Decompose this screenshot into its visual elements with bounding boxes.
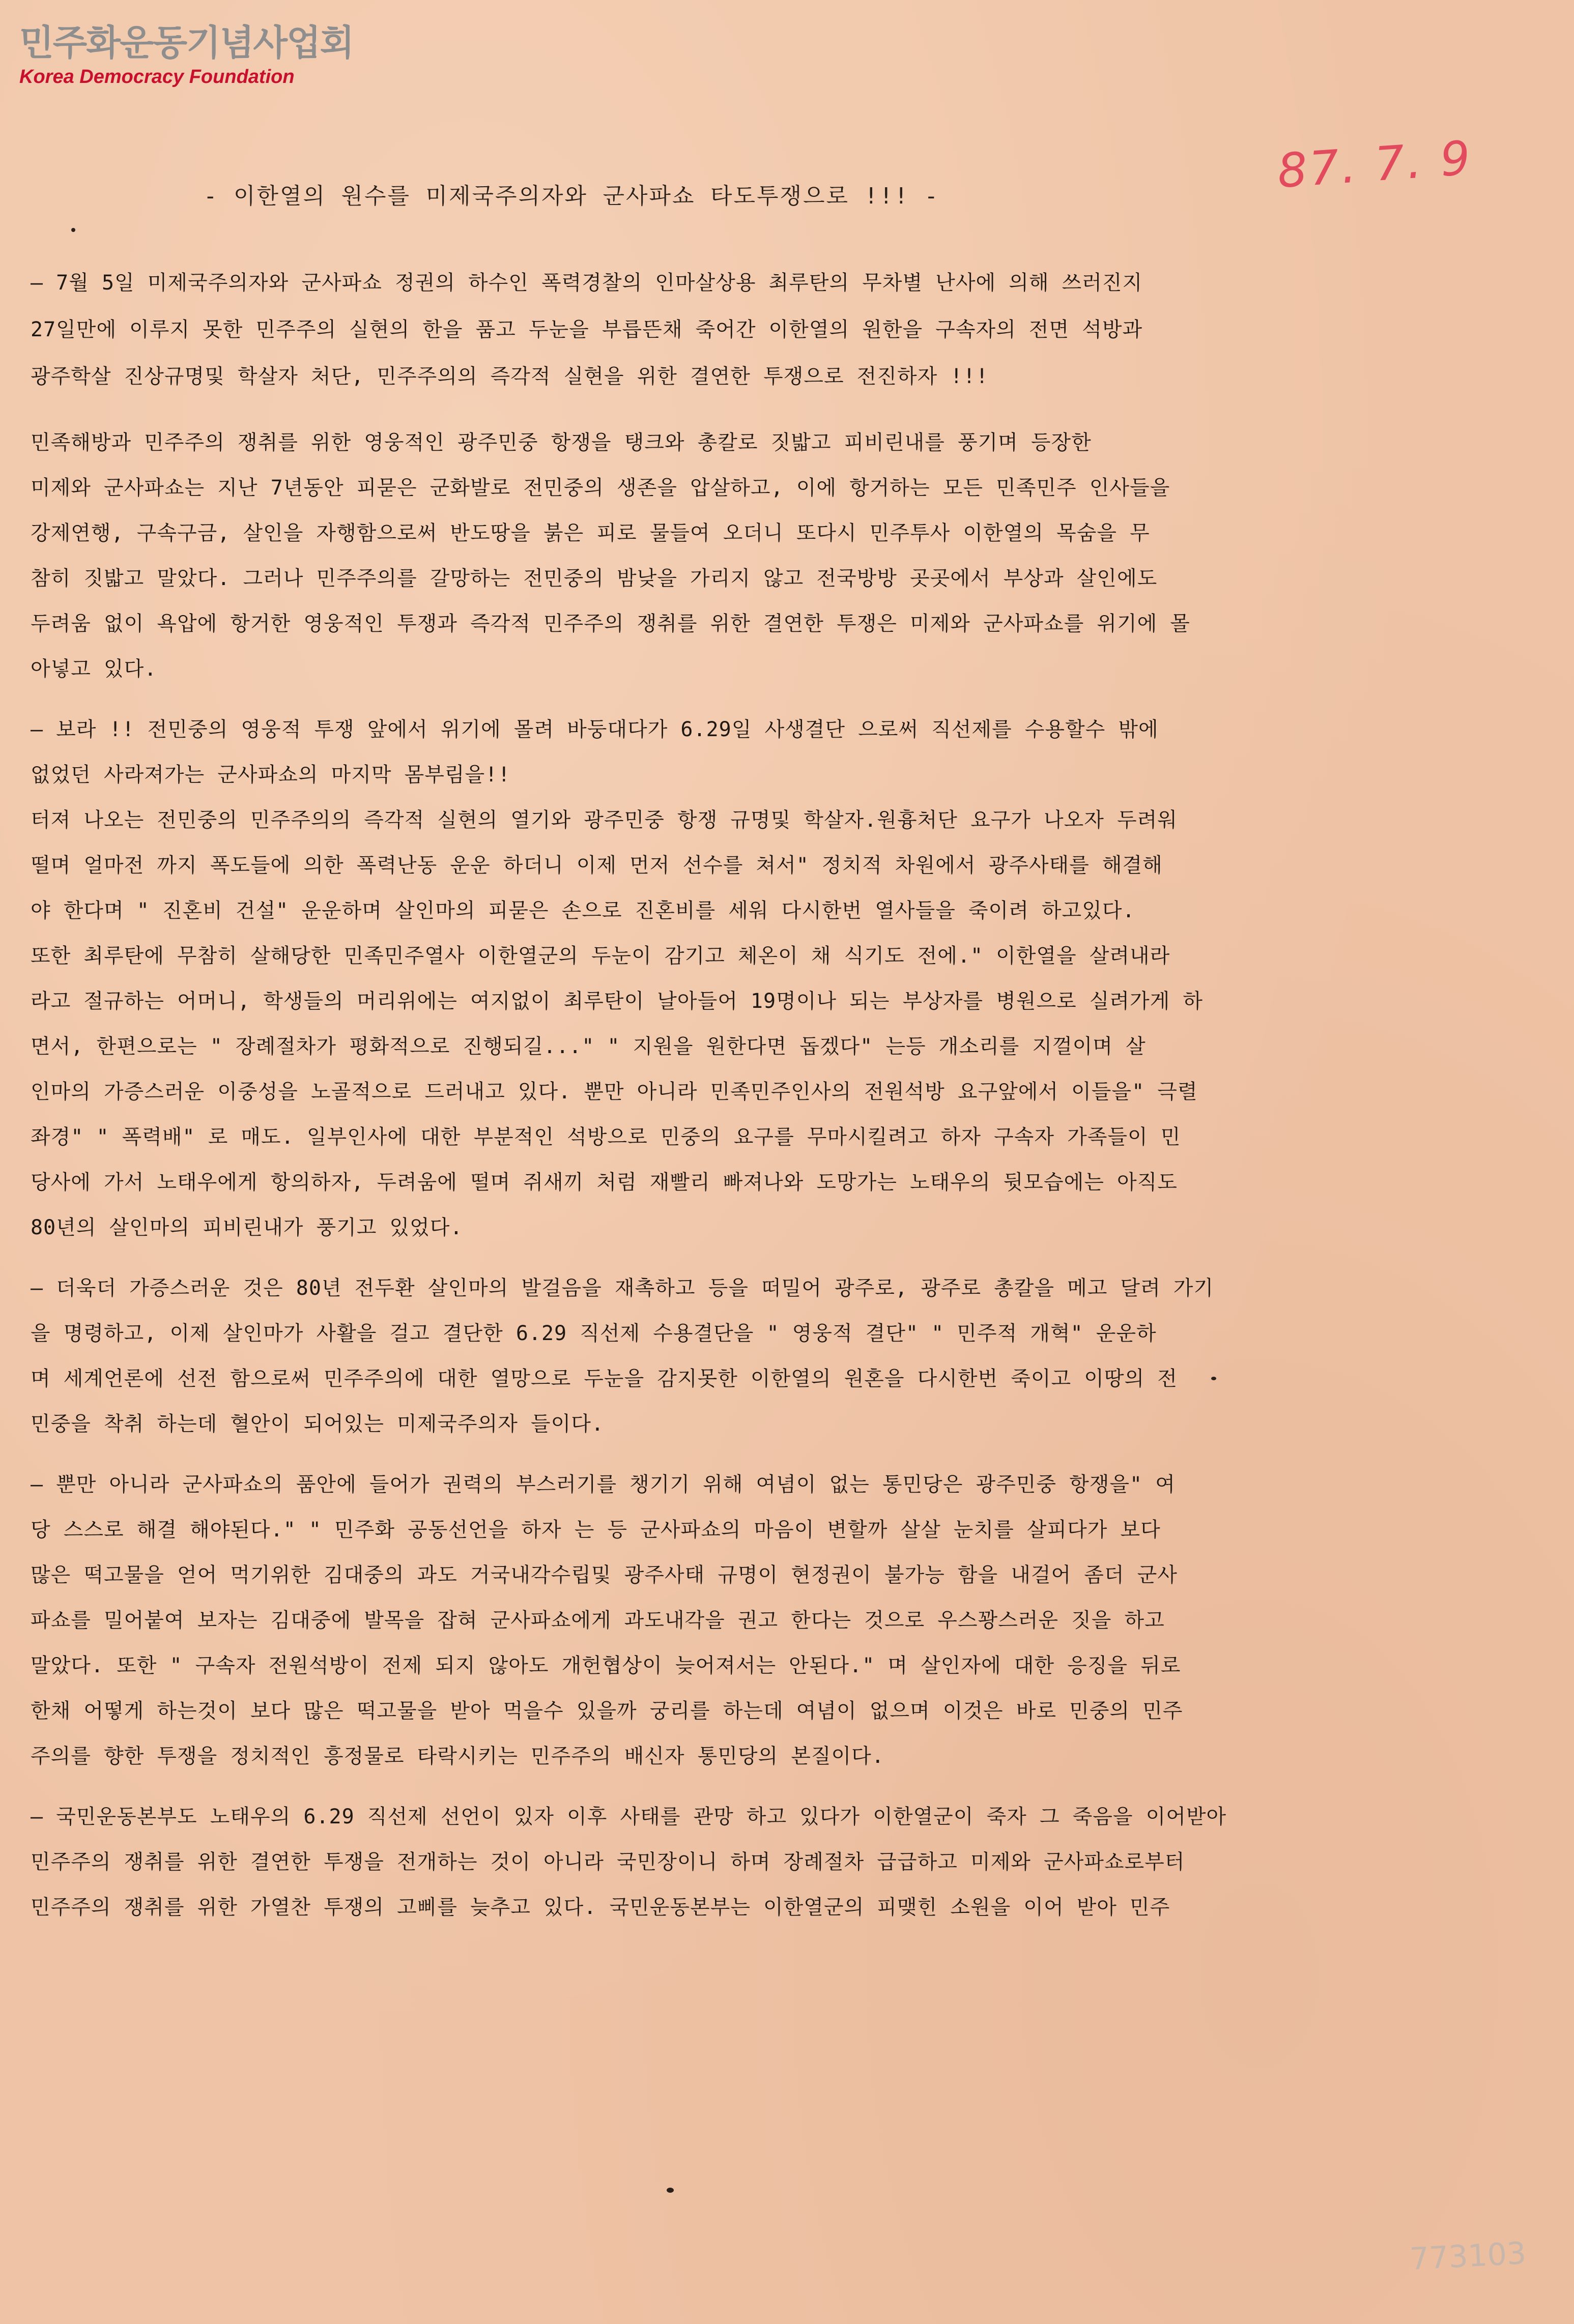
paragraph-6: — 국민운동본부도 노태우의 6.29 직선제 선언이 있자 이후 사태를 관망 하고 있다가 이한열군이 죽자 그 죽음을 이어받아 민주주의 쟁취를 위한 결연한 투쟁을 전개하는 것이 아니라 국민장이니 하며 장례절차 급급하고 미제와 군사파쇼로부터 민주주의 쟁취를 위한 가열찬 투쟁의 고삐를 늦추고 있다. 국민운동본부는 이한열군의 피맺힌 소원을 이어 받아 민주 <box>31 1805 1227 1919</box>
archive-number: 773103 <box>1409 2235 1527 2277</box>
document-body <box>31 259 1466 1930</box>
paragraph-5: — 뿐만 아니라 군사파쇼의 품안에 들어가 권력의 부스러기를 챙기기 위해 여념이 없는 통민당은 광주민중 항쟁을" 여 당 스스로 해결 해야된다." " 민주화 공동선언을 하자 는 등 군사파쇼의 마음이 변할까 살살 눈치를 살피다가 보다 많은 떡고물을 얻어 먹기위한 김대중의 과도 거국내각수립및 광주사태 규명이 현정권이 불가능 함을 내걸어 좀더 군사 파쇼를 밀어붙여 보자는 김대중에 발목을 잡혀 군사파쇼에게 과도내각을 권고 한다는 것으로 우스꽝스러운 짓을 하고 말았다. 또한 " 구속자 전원석방이 전제 되지 않아도 개헌협상이 늦어져서는 안된다." 며 살인자에 대한 응징을 뒤로 한채 어떻게 하는것이 보다 많은 떡고물을 받아 먹을수 있을까 궁리를 하는데 여념이 없으며 이것은 바로 민중의 민주 주의를 향한 투쟁을 정치적인 흥정물로 타락시키는 민주주의 배신자 통민당의 본질이다. <box>31 1473 1183 1768</box>
ink-speck <box>1211 1377 1216 1380</box>
ink-speck <box>667 2188 674 2193</box>
handwritten-date: 87. 7. 9 <box>1275 130 1474 199</box>
paragraph-4: — 더욱더 가증스러운 것은 80년 전두환 살인마의 발걸음을 재촉하고 등을 떠밀어 광주로, 광주로 총칼을 메고 달려 가기 을 명령하고, 이제 살인마가 사활을 걸고 결단한 6.29 직선제 수용결단을 " 영웅적 결단" " 민주적 개혁" 운운하 며 세계언론에 선전 함으로써 민주주의에 대한 열망으로 두눈을 감지못한 이한열의 원혼을 다시한번 죽이고 이땅의 전 민중을 착취 하는데 혈안이 되어있는 미제국주의자 들이다. <box>31 1276 1214 1436</box>
logo-english-text: Korea Democracy Foundation <box>19 66 295 88</box>
logo-korean-text: 민주화운동기념사업회 <box>19 22 354 64</box>
ink-speck <box>71 228 75 232</box>
foundation-logo <box>19 20 354 89</box>
paragraph-2: 민족해방과 민주주의 쟁취를 위한 영웅적인 광주민중 항쟁을 탱크와 총칼로 짓밟고 피비린내를 풍기며 등장한 미제와 군사파쇼는 지난 7년동안 피묻은 군화발로 전민중의 생존을 압살하고, 이에 항거하는 모든 민족민주 인사들을 강제연행, 구속구금, 살인을 자행함으로써 반도땅을 붉은 피로 물들여 오더니 또다시 민주투사 이한열의 목숨을 무 참히 짓밟고 말았다. 그러나 민주주의를 갈망하는 전민중의 밤낮을 가리지 않고 전국방방 곳곳에서 부상과 살인에도 두려움 없이 욕압에 항거한 영웅적인 투쟁과 즉각적 민주주의 쟁취를 위한 결연한 투쟁은 미제와 군사파쇼를 위기에 몰 아넣고 있다. <box>31 431 1190 681</box>
paragraph-1: — 7월 5일 미제국주의자와 군사파쇼 정권의 하수인 폭력경찰의 인마살상용 최루탄의 무차별 난사에 의해 쓰러진지 27일만에 이루지 못한 민주주의 실현의 한을 품고 두눈을 부릅뜬채 죽어간 이한열의 원한을 구속자의 전면 석방과 광주학살 진상규명및 학살자 처단, 민주주의의 즉각적 실현을 위한 결연한 투쟁으로 전진하자 !!! <box>31 271 1143 388</box>
paragraph-3: — 보라 !! 전민중의 영웅적 투쟁 앞에서 위기에 몰려 바둥대다가 6.29일 사생결단 으로써 직선제를 수용할수 밖에 없었던 사라져가는 군사파쇼의 마지막 몸부림을!! 터져 나오는 전민중의 민주주의의 즉각적 실현의 열기와 광주민중 항쟁 규명및 학살자.원흉처단 요구가 나오자 두려워 떨며 얼마전 까지 폭도들에 의한 폭력난동 운운 하더니 이제 먼저 선수를 쳐서" 정치적 차원에서 광주사태를 해결해 야 한다며 " 진혼비 건설" 운운하며 살인마의 피묻은 손으로 진혼비를 세워 다시한번 열사들을 죽이려 하고있다. 또한 최루탄에 무참히 살해당한 민족민주열사 이한열군의 두눈이 감기고 체온이 채 식기도 전에." 이한열을 살려내라 라고 절규하는 어머니, 학생들의 머리위에는 여지없이 최루탄이 날아들어 19명이나 되는 부상자를 병원으로 실려가게 하 면서, 한편으로는 " 장례절차가 평화적으로 진행되길..." " 지원을 원한다면 돕겠다" 는등 개소리를 지껄이며 살 인마의 가증스러운 이중성을 노골적으로 드러내고 있다. 뿐만 아니라 민족민주인사의 전원석방 요구앞에서 이들을" 극렬 좌경" " 폭력배" 로 매도. 일부인사에 대한 부분적인 석방으로 민중의 요구를 무마시킬려고 하자 구속자 가족들이 민 당사에 가서 노태우에게 항의하자, 두려움에 떨며 쥐새끼 처럼 재빨리 빠져나와 도망가는 노태우의 뒷모습에는 아직도 80년의 살인마의 피비린내가 풍기고 있었다. <box>31 718 1204 1239</box>
document-title: - 이한열의 원수를 미제국주의자와 군사파쇼 타도투쟁으로 !!! - <box>204 183 939 209</box>
